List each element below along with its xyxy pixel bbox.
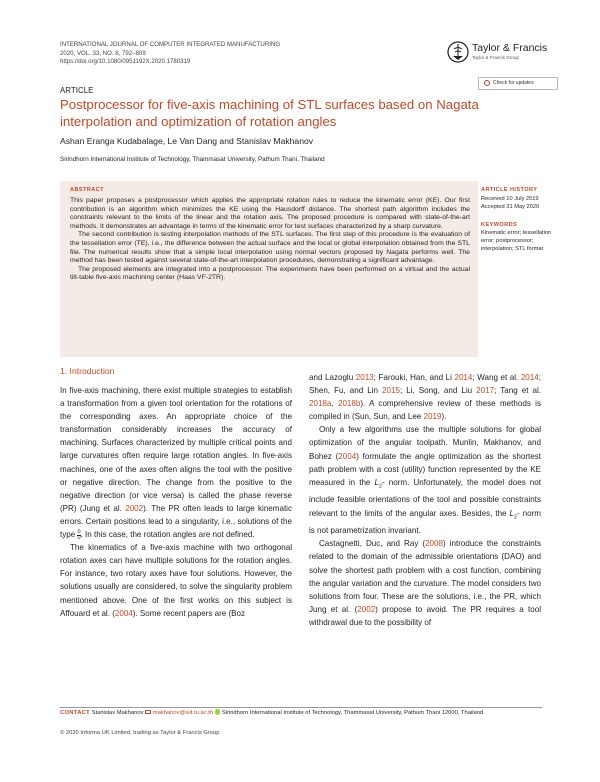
body-column-right [309, 371, 541, 629]
section-heading: 1. Introduction [60, 366, 115, 376]
body-paragraph: The kinematics of a five-axis machine with two orthogonal rotation axes can have multiple solutions for the rotation angles. For instance, two rotary axes have four solutions. However, the solutions usually are considered, to solve the singularity problem mentioned above. One of the first works on this subject is Affouard et al. (2004). Some recent papers are (Boz [60, 543, 292, 618]
accepted-date: Accepted 31 May 2020 [481, 204, 540, 211]
publisher-group: Taylor & Francis Group [472, 55, 519, 60]
check-updates-label: Check for updates [493, 80, 534, 86]
abstract-paragraph: This paper proposes a postprocessor which applies the appropriate rotation rules to reduce the kinematic error (KE). Our first contribution is an algorithm which minimizes the KE using the Hausdorff distance. The shortest path algorithm includes the constraints relevant to the limits of the linear and the rotation axis. The proposed procedure is compared with state-of-the-art methods. It demonstrates an advantage in terms of the kinematic error for test surfaces characterized by a sharp curvature. [70, 197, 470, 230]
citation-link[interactable]: 2004 [338, 451, 357, 461]
article-type: ARTICLE [60, 86, 94, 95]
citation-link[interactable]: 2015 [382, 386, 400, 396]
affiliation: Sirindhorn International Institute of Technology, Thammasat University, Pathum Thani, Thailand [60, 156, 325, 163]
check-updates-icon [484, 80, 490, 86]
citation-link[interactable]: 2018a [309, 399, 332, 409]
paper-title: Postprocessor for five-axis machining of STL surfaces based on Nagata interpolation and optimization of rotation angles [60, 97, 479, 129]
abstract-paragraph: The proposed elements are integrated into a postprocessor. The experiments have been performed on a virtual and the actual tilt-table five-axis machining center (Haas VF-2TR). [70, 265, 470, 282]
footer-divider [60, 707, 542, 708]
contact-address: Sirindhorn International Institute of Technology, Thammasat University, Pathum Thani 12000, Thailand [220, 710, 484, 716]
citation-link[interactable]: 2004 [114, 608, 133, 618]
body-column-left [60, 384, 292, 620]
citation-link[interactable]: 2019 [423, 412, 442, 422]
check-updates-button[interactable] [478, 77, 558, 90]
contact-email-link[interactable]: makhanov@siit.tu.ac.th [152, 710, 214, 716]
citation-link[interactable]: 2008 [425, 539, 443, 549]
article-history [481, 195, 561, 211]
citation-link[interactable]: 2014 [454, 373, 473, 382]
publisher-name: Taylor & Francis [472, 42, 548, 54]
citation-link[interactable]: 2002 [125, 503, 144, 513]
abstract-heading: ABSTRACT [70, 187, 104, 193]
taylor-francis-logo-icon [447, 41, 469, 63]
journal-info [60, 41, 280, 67]
copyright: © 2020 Informa UK Limited, trading as Taylor & Francis Group [60, 730, 220, 736]
publisher-logo [447, 41, 557, 65]
body-paragraph: Castagnetti, Duc, and Ray (2008) introduce the constraints related to the domain of the admissible orientations (DAO) and solve the shortest path problem with a cost function, combining the angular variation and the curvature. The model considers two solutions from four. These are the solutions, i.e., the PR, which Jung et al. (2002) propose to avoid. The PR requires a tool withdrawal due to the possibility of [309, 539, 541, 627]
contact-name: Stanislav Makhanov [90, 710, 146, 716]
abstract-paragraph: The second contribution is testing interpolation methods of the STL surfaces. The first step of this procedure is the evaluation of the tessellation error (TE), i.e., the difference between the actual surface and the local or global interpolation obtained from the STL file. The numerical results show that a simple local interpolation using normal vectors proposed by Nagata performs well. The method has been tested against several state-of-the-art interpolation procedures, demonstrating a significant advantage. [70, 231, 470, 265]
contact-label: CONTACT [60, 710, 91, 716]
abstract-body [70, 197, 470, 283]
journal-name: INTERNATIONAL JOURNAL OF COMPUTER INTEGRATED MANUFACTURING [60, 41, 281, 48]
keywords-heading: KEYWORDS [481, 222, 518, 228]
keywords-list: Kinematic error; tessellation error; postprocessor; interpolation; STL format [481, 230, 552, 253]
journal-volume: 2020, VOL. 33, NO. 8, 792–809 [60, 49, 146, 57]
citation-link[interactable]: 2013 [355, 373, 374, 382]
body-paragraph: and Lazoglu 2013; Farouki, Han, and Li 2014; Wang et al. 2014; Shen, Fu, and Lin 2015; Li, Song, and Liu 2017; Tang et al. 2018a, 2018b). A comprehensive review of these methods is compiled in (Sun, Sun, and Lee 2019). [309, 373, 541, 422]
citation-link[interactable]: 2002 [357, 604, 376, 614]
author-list: Ashan Eranga Kudabalage, Le Van Dang and Stanislav Makhanov [60, 136, 314, 146]
received-date: Received 10 July 2019 [481, 196, 539, 202]
citation-link[interactable]: 2018b [337, 399, 361, 409]
journal-doi[interactable]: https://doi.org/10.1080/0951192X.2020.1780319 [60, 58, 191, 66]
email-icon [145, 710, 151, 714]
citation-link[interactable]: 2017 [476, 386, 495, 396]
article-history-heading: ARTICLE HISTORY [481, 187, 538, 193]
body-paragraph: In five-axis machining, there exist multiple strategies to establish a transformation from a given tool orientation for the rotations of the corresponding axes. An appropriate choice of the transformation considerably increases the accuracy of machining. Surfaces characterized by multiple critical points and large curvatures often require large rotation angles. In five-axis machines, one of the axes often aligns the tool with the positive or negative direction. The change from the positive to the negative direction (or vice versa) is called the phase reverse (PR) (Jung et al. 2002). The PR often leads to large kinematic errors. Certain positions lead to a singularity, i.e., solutions of the type $\frac{0}{0}$ . In this case, the rotation angles are not defined. [60, 386, 292, 542]
fraction: $\frac{0}{0}$ [77, 529, 81, 542]
contact-info [60, 709, 542, 718]
body-paragraph: Only a few algorithms use the multiple solutions for global optimization of the angular toolpath. Munlin, Makhanov, and Bohez (2004) formulate the angle optimization as the shortest path problem with a cost (utility) function represented by the KE measured in the $L_2-$ norm. Unfortunately, the model does not include feasible orientations of the tool and possible constraints relevant to the limits of the angular axes. Besides, the $L_2-$ norm is not parametrization invariant. [309, 425, 542, 536]
citation-link[interactable]: 2014 [520, 373, 539, 382]
